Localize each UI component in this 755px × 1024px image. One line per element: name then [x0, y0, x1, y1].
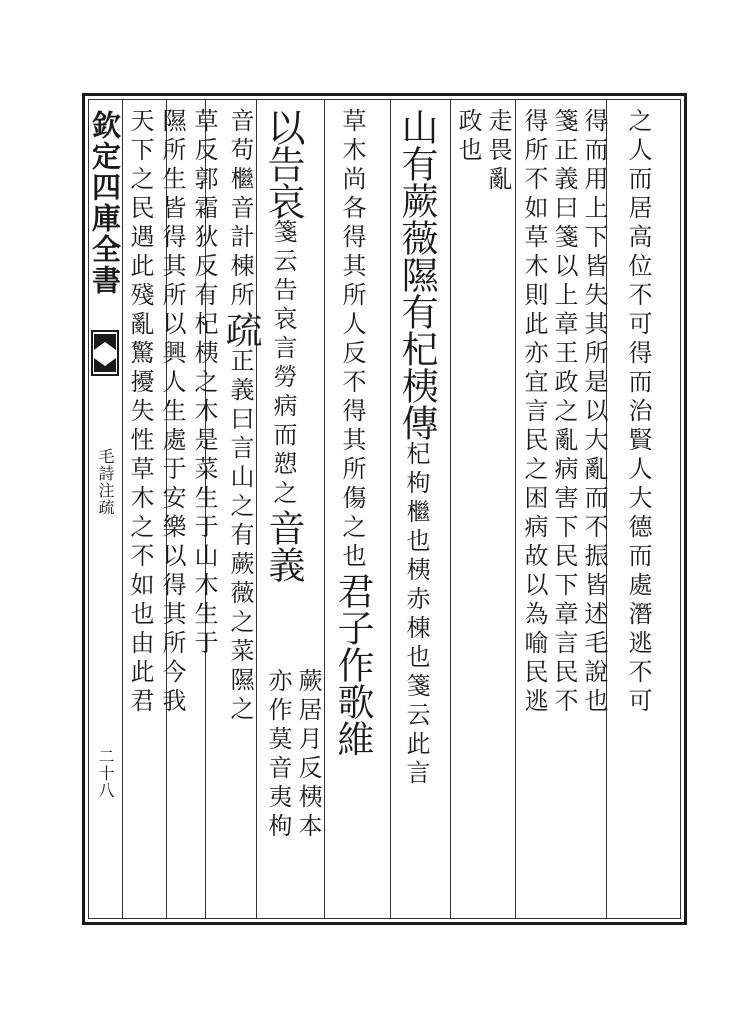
- text-column: [219, 108, 262, 725]
- main-text: 君子作歌維: [331, 572, 374, 757]
- column-rule: [324, 100, 325, 918]
- main-text: 以告哀: [261, 108, 305, 219]
- fishtail-mark-icon: [91, 330, 119, 376]
- commentary-text: 之人而居高位不可得而治賢人大德而處潛逃不可: [624, 108, 652, 717]
- text-column: [626, 108, 650, 717]
- text-column: [261, 108, 305, 583]
- column-rule: [390, 100, 391, 918]
- commentary-text: 隰所生皆得其所以興人生處于安樂以得其所今我: [158, 108, 186, 717]
- main-text: 音義: [262, 509, 305, 583]
- commentary-text: 得所不如草木則此亦宜言民之困病故以為喻民逃: [520, 108, 548, 717]
- text-column: [552, 108, 576, 717]
- commentary-text: 得而用上下皆失其所是以大亂而不振皆述毛說也: [580, 108, 608, 717]
- column-rule: [450, 100, 451, 918]
- text-column: [456, 108, 480, 166]
- commentary-text: 杞枸檵也桋赤棟也箋云此言: [402, 441, 430, 789]
- commentary-text: 亦作莫音夷枸: [264, 668, 292, 842]
- book-title: 毛詩注疏: [96, 448, 115, 516]
- page-number: 二十八: [96, 748, 115, 799]
- text-column: [582, 108, 606, 717]
- commentary-text: 草反郭霜狄反: [190, 108, 218, 282]
- commentary-text: 蕨居月反桋本: [294, 668, 322, 842]
- text-column: [128, 108, 152, 717]
- commentary-text: 天下之民遇此殘亂驚擾失性草木之不如也由此君: [126, 108, 154, 717]
- text-column: [331, 108, 374, 757]
- main-text: 疏: [219, 311, 262, 348]
- main-text: 山有蕨薇隰有杞桋傳: [395, 108, 438, 441]
- text-column: [296, 668, 320, 842]
- commentary-text: 正義曰言山之有蕨薇之菜隰之: [226, 348, 254, 725]
- commentary-text: 箋正義曰箋以上章王政之亂病害下民下章言民不: [550, 108, 578, 717]
- commentary-text: 政也: [454, 108, 482, 166]
- text-column: [192, 108, 216, 659]
- text-column: [395, 108, 438, 789]
- column-rule: [122, 100, 123, 918]
- text-column: [160, 108, 184, 717]
- commentary-text: 音苟檵音計棟所: [226, 108, 254, 311]
- commentary-text: 走畏亂: [484, 108, 512, 195]
- text-column: [486, 108, 510, 195]
- series-title: 欽定四庫全書: [88, 110, 122, 296]
- commentary-text: 箋云告哀言勞病而愬之: [269, 219, 297, 509]
- text-column: [522, 108, 546, 717]
- column-rule: [515, 100, 516, 918]
- commentary-text: 草木尚各得其所人反不得其所傷之也: [338, 108, 366, 572]
- commentary-text: 有杞桋之木是菜生于山木生于: [190, 282, 218, 659]
- text-column: [266, 668, 290, 842]
